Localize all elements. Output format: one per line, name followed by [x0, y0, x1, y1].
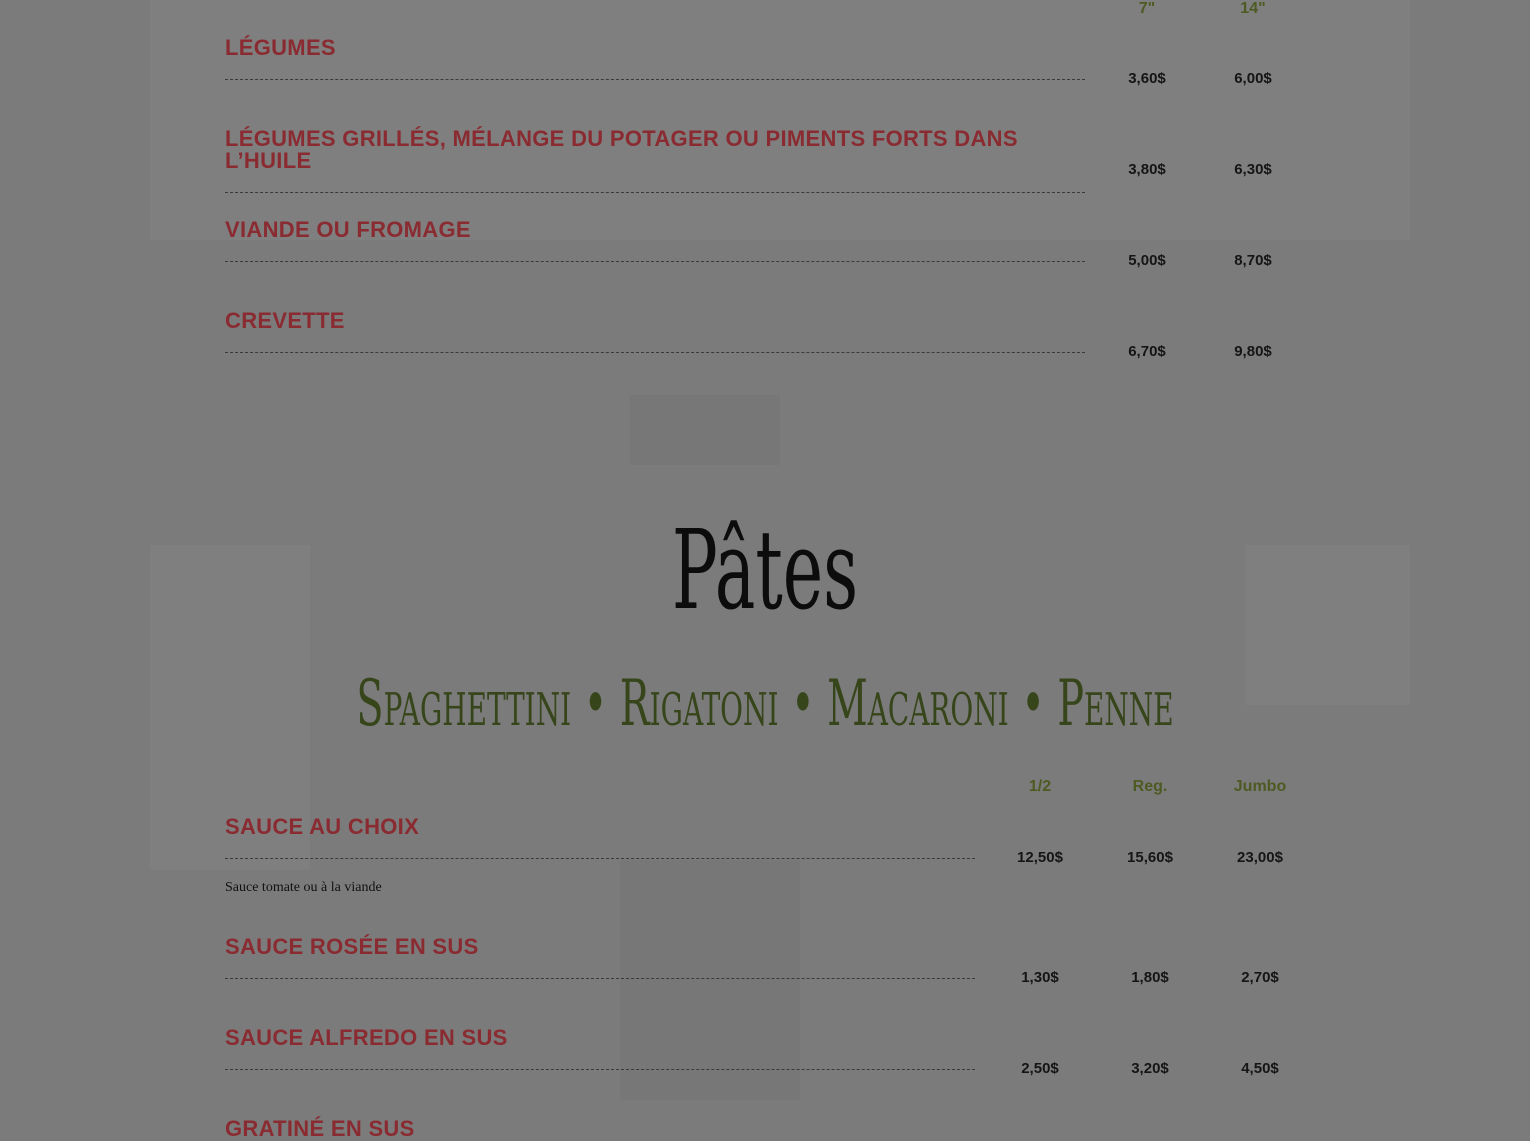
background-panel [150, 0, 1410, 240]
dotted-divider [225, 192, 1085, 193]
column-header-14in: 14" [1240, 0, 1266, 17]
price-regular: 15,60$ [1127, 849, 1173, 866]
dotted-divider [225, 352, 1085, 353]
price-7in: 6,70$ [1128, 343, 1166, 360]
section-subtitle: Spaghettini • Rigatoni • Macaroni • Penne [356, 667, 1174, 741]
dotted-divider [225, 978, 975, 979]
price-7in: 3,80$ [1128, 161, 1166, 178]
price-jumbo: 2,70$ [1241, 969, 1279, 986]
price-regular: 3,20$ [1131, 1060, 1169, 1077]
background-panel [1245, 545, 1410, 705]
price-half: 2,50$ [1021, 1060, 1059, 1077]
price-jumbo: 23,00$ [1237, 849, 1283, 866]
price-14in: 6,00$ [1234, 70, 1272, 87]
price-half: 12,50$ [1017, 849, 1063, 866]
menu-item-description: Sauce tomate ou à la viande [225, 880, 382, 895]
price-jumbo: 4,50$ [1241, 1060, 1279, 1077]
column-header-regular: Reg. [1132, 778, 1168, 795]
dotted-divider [225, 1069, 975, 1070]
dotted-divider [225, 858, 975, 859]
menu-item-name: SAUCE AU CHOIX [225, 814, 420, 839]
menu-item-name: LÉGUMES [225, 35, 336, 60]
menu-item-name: GRATINÉ EN SUS [225, 1116, 415, 1141]
section-title: Pâtes [671, 506, 859, 634]
menu-item-name: CREVETTE [225, 308, 345, 333]
price-regular: 1,80$ [1131, 969, 1169, 986]
price-7in: 3,60$ [1128, 70, 1166, 87]
price-7in: 5,00$ [1128, 252, 1166, 269]
menu-item-name: SAUCE ROSÉE EN SUS [225, 934, 479, 959]
column-header-jumbo: Jumbo [1233, 778, 1287, 795]
menu-item-name: SAUCE ALFREDO EN SUS [225, 1025, 508, 1050]
menu-item-name: VIANDE OU FROMAGE [225, 217, 471, 242]
column-header-7in: 7" [1138, 0, 1156, 17]
menu-item-name: LÉGUMES GRILLÉS, MÉLANGE DU POTAGER OU PIMENTS FORTS DANS L’HUILE [225, 126, 1018, 173]
price-14in: 8,70$ [1234, 252, 1272, 269]
price-14in: 9,80$ [1234, 343, 1272, 360]
background-panel [630, 395, 780, 465]
dotted-divider [225, 79, 1085, 80]
price-half: 1,30$ [1021, 969, 1059, 986]
dotted-divider [225, 261, 1085, 262]
background-panel [620, 860, 800, 1100]
column-header-half: 1/2 [1028, 778, 1052, 795]
price-14in: 6,30$ [1234, 161, 1272, 178]
